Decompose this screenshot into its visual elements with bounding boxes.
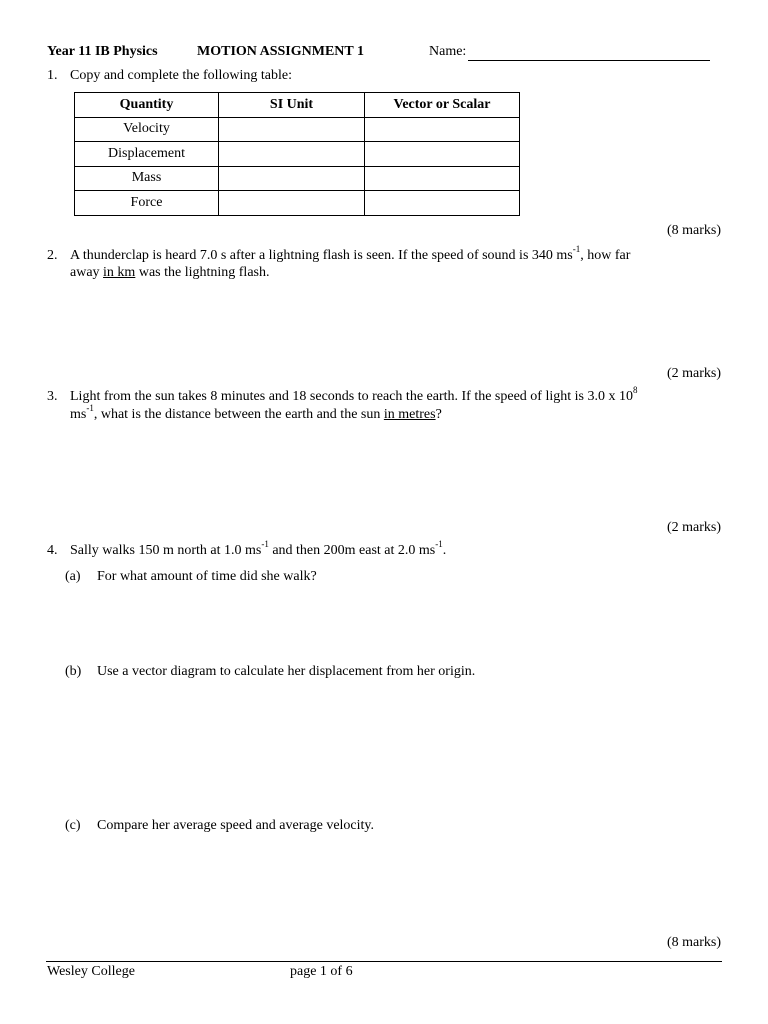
q2-line2: away in km was the lightning flash. bbox=[70, 265, 270, 280]
q2-marks: (2 marks) bbox=[666, 366, 721, 381]
q4a-label: (a) bbox=[65, 569, 81, 584]
table-cell[interactable] bbox=[219, 142, 365, 167]
table-cell[interactable] bbox=[365, 117, 520, 142]
q4c-label: (c) bbox=[65, 818, 81, 833]
course-title: Year 11 IB Physics bbox=[47, 44, 158, 59]
q4-text: Sally walks 150 m north at 1.0 $ms^{-1}$ and then 200m east at 2.0 $ms^{-1}$. bbox=[70, 539, 447, 558]
table-cell[interactable] bbox=[365, 142, 520, 167]
table-cell[interactable] bbox=[219, 117, 365, 142]
q3-number: 3. bbox=[47, 389, 58, 404]
table-header: Quantity bbox=[75, 93, 219, 118]
q4b-text: Use a vector diagram to calculate her displacement from her origin. bbox=[97, 664, 476, 679]
name-label: Name: bbox=[429, 44, 467, 59]
footer-page-number: page 1 of 6 bbox=[290, 964, 353, 979]
q2-number: 2. bbox=[47, 248, 58, 263]
table-cell: Velocity bbox=[75, 117, 219, 142]
footer-divider bbox=[46, 961, 722, 962]
table-row bbox=[75, 142, 520, 167]
table-cell: Force bbox=[75, 191, 219, 216]
table-cell: Mass bbox=[75, 166, 219, 191]
q1-number: 1. bbox=[47, 68, 58, 83]
table-row bbox=[75, 117, 520, 142]
q4-number: 4. bbox=[47, 543, 58, 558]
table-cell[interactable] bbox=[219, 191, 365, 216]
q3-marks: (2 marks) bbox=[666, 520, 721, 535]
q4-marks: (8 marks) bbox=[666, 935, 721, 950]
table-header: Vector or Scalar bbox=[365, 93, 520, 118]
assignment-title: MOTION ASSIGNMENT 1 bbox=[197, 44, 364, 59]
name-line[interactable] bbox=[468, 44, 710, 61]
q4a-text: For what amount of time did she walk? bbox=[97, 569, 317, 584]
q1-marks: (8 marks) bbox=[666, 223, 721, 238]
table-header-row bbox=[75, 93, 520, 118]
table-cell[interactable] bbox=[365, 191, 520, 216]
table-cell[interactable] bbox=[365, 166, 520, 191]
q3-line2: $ms^{-1}$, what is the distance between the earth and the sun in metres? bbox=[70, 403, 442, 422]
footer-school: Wesley College bbox=[47, 964, 135, 979]
table-cell: Displacement bbox=[75, 142, 219, 167]
table-header: SI Unit bbox=[219, 93, 365, 118]
q1-text: Copy and complete the following table: bbox=[70, 68, 293, 83]
quantity-table bbox=[74, 92, 520, 216]
q4c-text: Compare her average speed and average velocity. bbox=[97, 818, 375, 833]
q3-line1: Light from the sun takes 8 minutes and 18 seconds to reach the earth. If the speed of light is 3.0 x $10^8$ bbox=[70, 385, 638, 404]
q2-line1: A thunderclap is heard 7.0 s after a lightning flash is seen. If the speed of sound is 340 $ms^{-1}$, how far bbox=[70, 244, 631, 263]
table-cell[interactable] bbox=[219, 166, 365, 191]
q4b-label: (b) bbox=[65, 664, 82, 679]
table-row bbox=[75, 191, 520, 216]
table-row bbox=[75, 166, 520, 191]
